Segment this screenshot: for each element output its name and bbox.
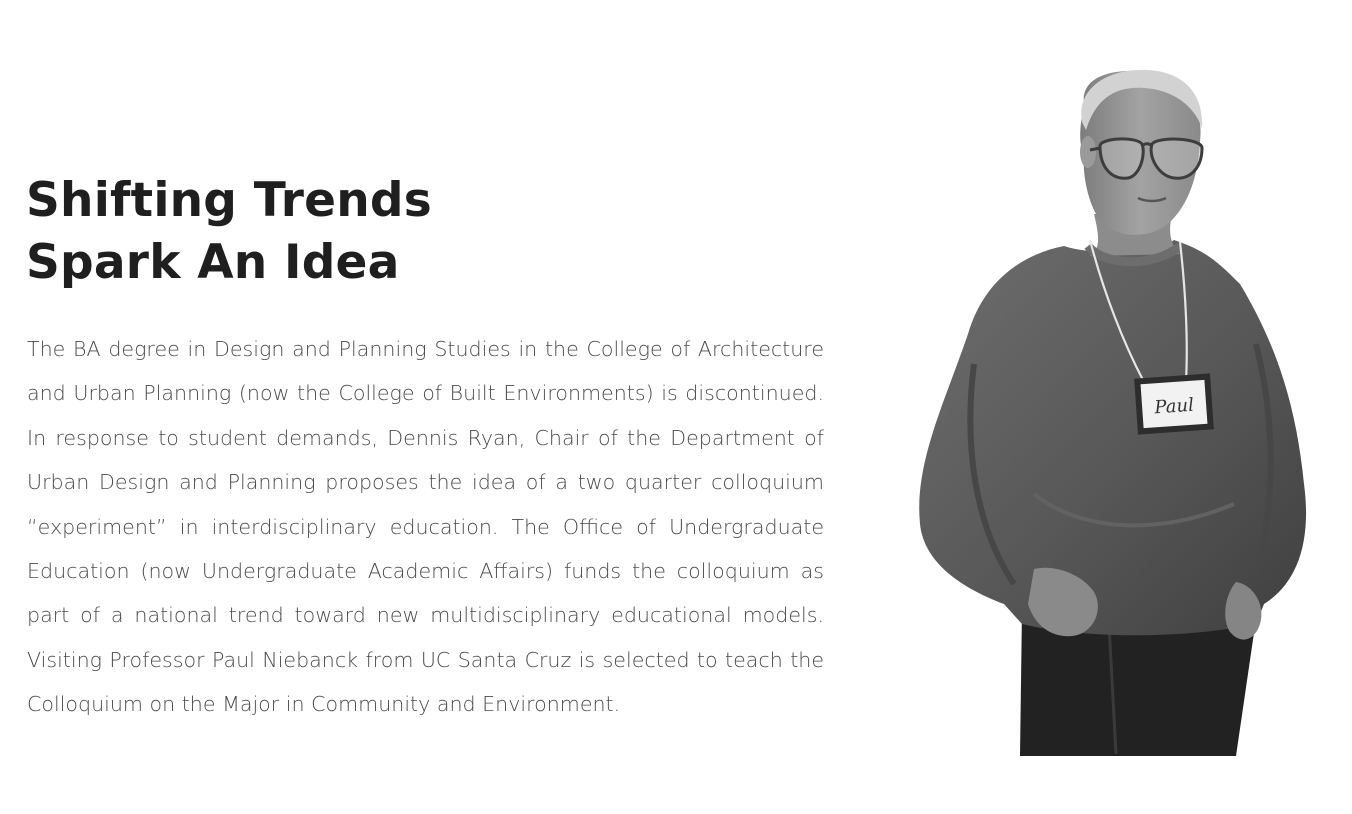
name-tag-label: Paul — [1153, 394, 1195, 419]
body-paragraph: The BA degree in Design and Planning Studies in the College of Architecture and Urban Planning (now the College of Built Environments) is discontinued. In response to student demands, Dennis Ryan, Chair of the Department of Urban Design and Planning proposes the idea of a two quarter colloquium “experiment” in interdisciplinary education. The Office of Undergraduate Education (now Undergraduate Academic Affairs) funds the colloquium as part of a national trend toward new multidisciplinary educational models. Visiting Professor Paul Niebanck from UC Santa Cruz is selected to teach the Colloquium on the Major in Community and Environment. — [27, 337, 824, 717]
portrait-photo — [904, 64, 1324, 758]
page-title-line-1: Shifting Trends — [26, 173, 432, 228]
page-title-line-2: Spark An Idea — [26, 235, 400, 290]
sweater — [919, 240, 1306, 635]
name-tag — [1134, 373, 1214, 434]
page-title — [26, 170, 586, 294]
